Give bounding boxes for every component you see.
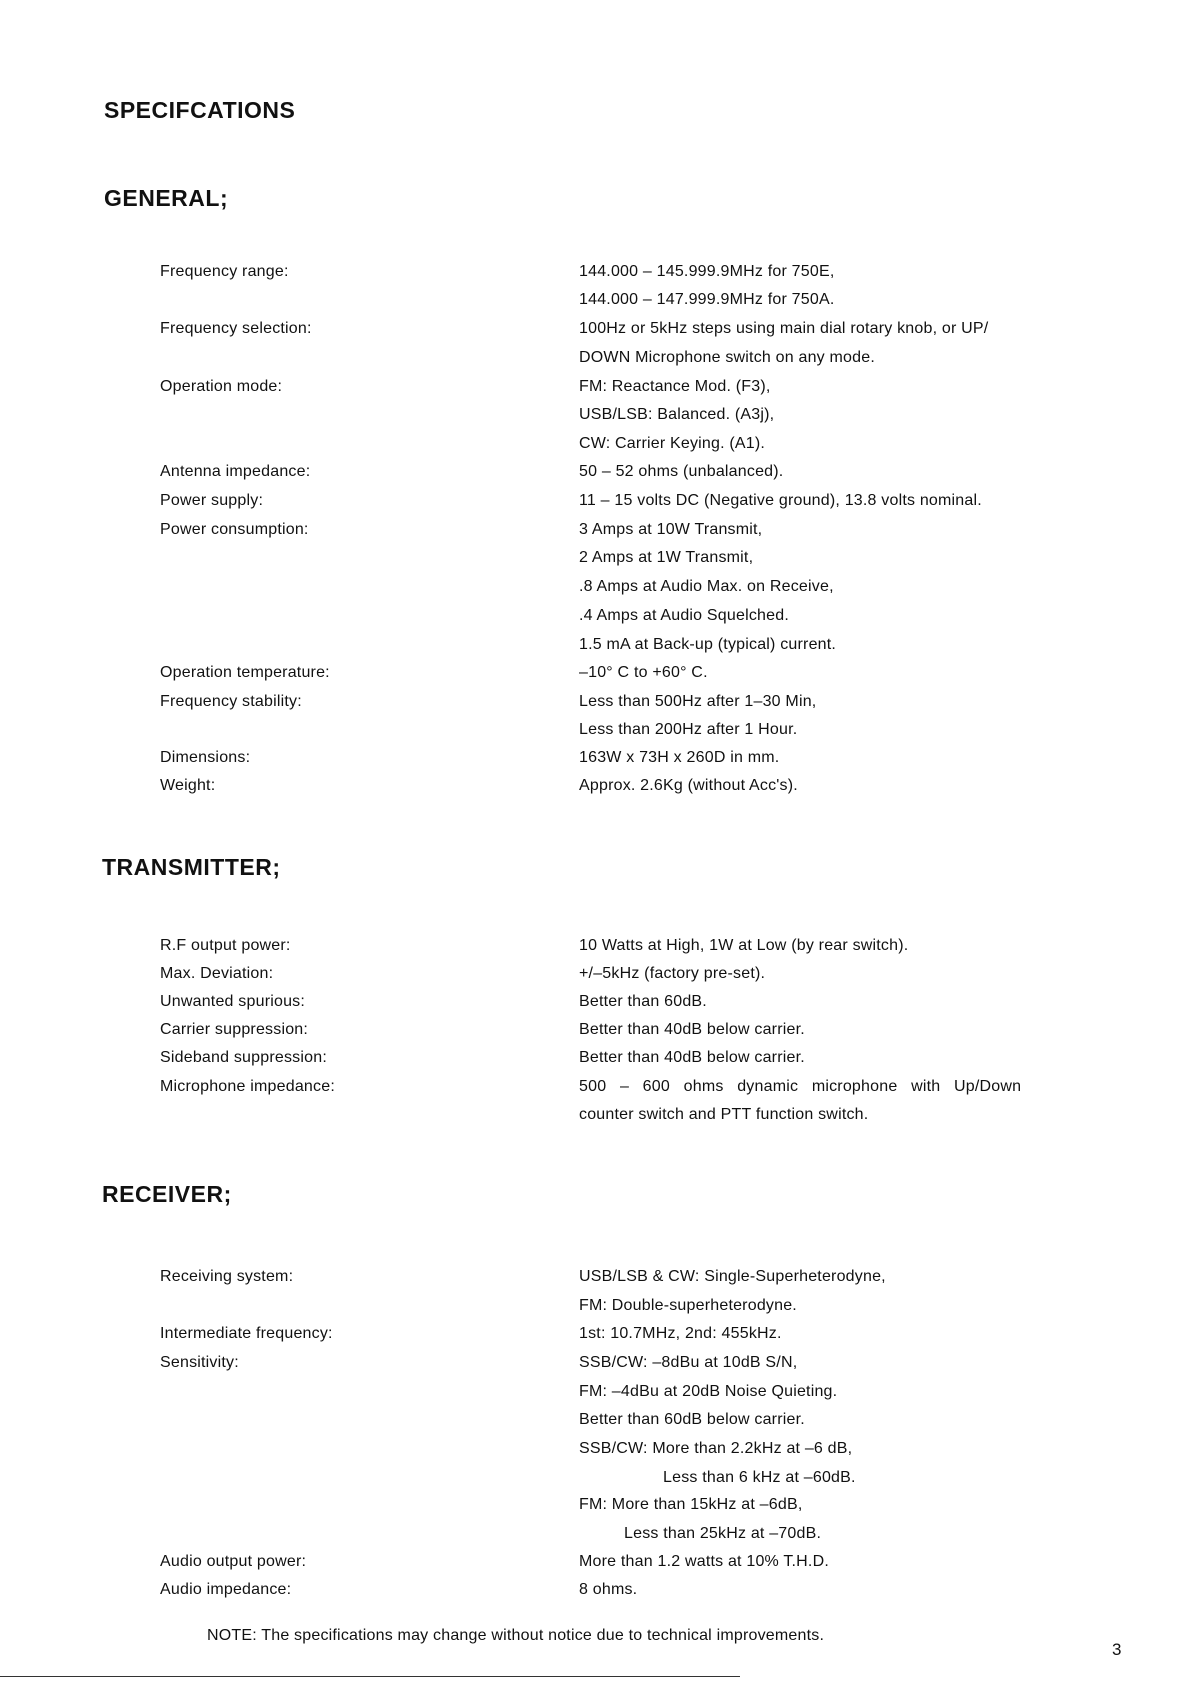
spec-label: Unwanted spurious: (160, 993, 306, 1010)
spec-value: 1.5 mA at Back-up (typical) current. (579, 636, 837, 653)
spec-value: .4 Amps at Audio Squelched. (579, 607, 789, 624)
spec-value: 10 Watts at High, 1W at Low (by rear switch). (579, 937, 909, 954)
spec-value: 3 Amps at 10W Transmit, (579, 521, 763, 538)
spec-value: FM: –4dBu at 20dB Noise Quieting. (579, 1383, 838, 1400)
spec-label: Carrier suppression: (160, 1021, 309, 1038)
spec-label: Operation temperature: (160, 664, 330, 681)
spec-value: Less than 200Hz after 1 Hour. (579, 721, 798, 738)
spec-value: 1st: 10.7MHz, 2nd: 455kHz. (579, 1325, 782, 1342)
spec-value: CW: Carrier Keying. (A1). (579, 435, 766, 452)
spec-value: 163W x 73H x 260D in mm. (579, 749, 780, 766)
spec-value: 50 – 52 ohms (unbalanced). (579, 463, 784, 480)
spec-label: Dimensions: (160, 749, 251, 766)
footnote: NOTE: The specifications may change without notice due to technical improvements. (207, 1627, 825, 1644)
spec-value: 2 Amps at 1W Transmit, (579, 549, 754, 566)
spec-value: USB/LSB & CW: Single-Superheterodyne, (579, 1268, 886, 1285)
spec-value: Better than 40dB below carrier. (579, 1049, 805, 1066)
spec-label: Antenna impedance: (160, 463, 311, 480)
spec-value: Less than 6 kHz at –60dB. (663, 1469, 856, 1486)
spec-value: SSB/CW: –8dBu at 10dB S/N, (579, 1354, 798, 1371)
spec-label: Frequency stability: (160, 693, 302, 710)
spec-value: Approx. 2.6Kg (without Acc's). (579, 777, 798, 794)
spec-value: Better than 60dB. (579, 993, 707, 1010)
spec-label: Intermediate frequency: (160, 1325, 333, 1342)
spec-value: 144.000 – 147.999.9MHz for 750A. (579, 291, 835, 308)
spec-value: 11 – 15 volts DC (Negative ground), 13.8 volts nominal. (579, 492, 982, 509)
spec-label: Sensitivity: (160, 1354, 239, 1371)
spec-label: Weight: (160, 777, 216, 794)
spec-value: SSB/CW: More than 2.2kHz at –6 dB, (579, 1440, 853, 1457)
spec-value: Better than 40dB below carrier. (579, 1021, 805, 1038)
spec-label: Receiving system: (160, 1268, 294, 1285)
spec-label: Power supply: (160, 492, 264, 509)
spec-value: USB/LSB: Balanced. (A3j), (579, 406, 775, 423)
spec-label: Power consumption: (160, 521, 309, 538)
spec-value: Better than 60dB below carrier. (579, 1411, 805, 1428)
spec-label: R.F output power: (160, 937, 291, 954)
spec-label: Max. Deviation: (160, 965, 274, 982)
spec-label: Audio impedance: (160, 1581, 292, 1598)
spec-label: Microphone impedance: (160, 1078, 335, 1095)
spec-value: Less than 500Hz after 1–30 Min, (579, 693, 817, 710)
spec-value: DOWN Microphone switch on any mode. (579, 349, 875, 366)
spec-label: Operation mode: (160, 378, 283, 395)
spec-value: FM: More than 15kHz at –6dB, (579, 1496, 803, 1513)
spec-value: 500 – 600 ohms dynamic microphone with Up/Down (579, 1078, 1022, 1095)
spec-value: –10° C to +60° C. (579, 664, 708, 681)
spec-value: 100Hz or 5kHz steps using main dial rotary knob, or UP/ (579, 320, 989, 337)
spec-label: Sideband suppression: (160, 1049, 327, 1066)
spec-value: 8 ohms. (579, 1581, 638, 1598)
spec-value: FM: Double-superheterodyne. (579, 1297, 797, 1314)
spec-value: 144.000 – 145.999.9MHz for 750E, (579, 263, 835, 280)
bottom-rule (0, 1676, 740, 1677)
page-number: 3 (1112, 1640, 1122, 1659)
spec-value: Less than 25kHz at –70dB. (624, 1525, 822, 1542)
spec-value: More than 1.2 watts at 10% T.H.D. (579, 1553, 829, 1570)
spec-value: +/–5kHz (factory pre-set). (579, 965, 766, 982)
transmitter-heading: TRANSMITTER; (102, 854, 281, 880)
spec-value: FM: Reactance Mod. (F3), (579, 378, 771, 395)
page-title: SPECIFCATIONS (104, 97, 296, 123)
receiver-heading: RECEIVER; (102, 1181, 232, 1207)
spec-value: .8 Amps at Audio Max. on Receive, (579, 578, 834, 595)
spec-label: Audio output power: (160, 1553, 307, 1570)
general-heading: GENERAL; (104, 185, 229, 211)
spec-label: Frequency range: (160, 263, 289, 280)
spec-label: Frequency selection: (160, 320, 312, 337)
spec-value: counter switch and PTT function switch. (579, 1106, 869, 1123)
